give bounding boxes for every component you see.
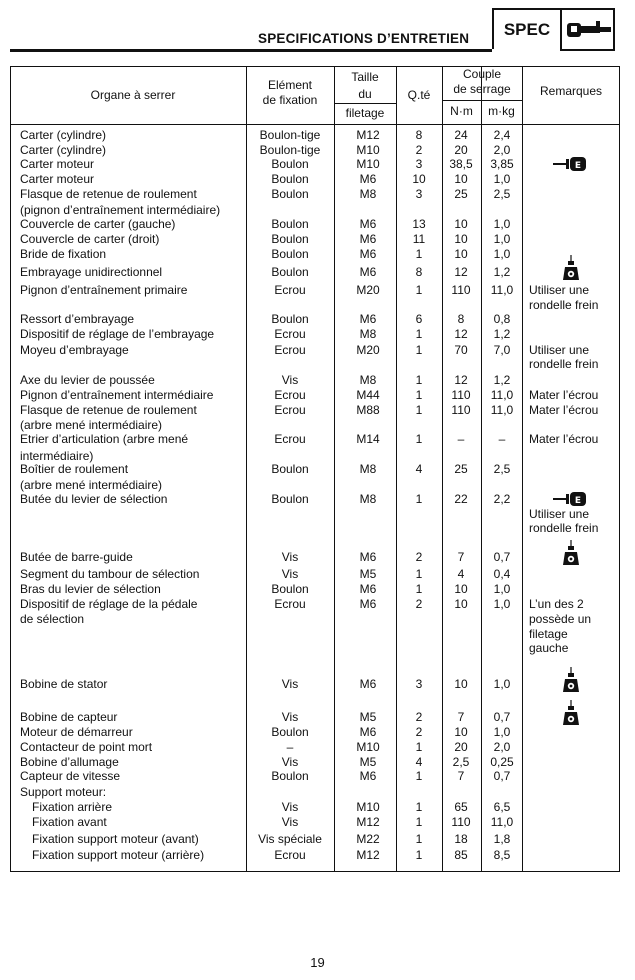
cell-fastener: Boulon bbox=[271, 312, 309, 326]
cell-nm: 10 bbox=[454, 172, 468, 186]
threadlock-bottle-icon bbox=[562, 667, 580, 697]
cell-mkg: 1,0 bbox=[493, 725, 511, 739]
cell-fastener: Boulon bbox=[271, 462, 309, 476]
cell-size: M88 bbox=[356, 403, 380, 417]
page-title: SPECIFICATIONS D’ENTRETIEN bbox=[258, 31, 470, 46]
cell-part: intermédiaire) bbox=[20, 449, 94, 463]
col-header-size-l3: filetage bbox=[345, 106, 385, 120]
cell-qty: 8 bbox=[415, 265, 423, 279]
col-header-nm: N·m bbox=[450, 104, 473, 118]
cell-size: M6 bbox=[359, 265, 377, 279]
cell-nm: 65 bbox=[454, 800, 468, 814]
cell-nm: 25 bbox=[454, 187, 468, 201]
cell-mkg: 1,0 bbox=[493, 582, 511, 596]
col-divider bbox=[246, 66, 247, 872]
cell-fastener: Boulon bbox=[271, 265, 309, 279]
cell-nm: 10 bbox=[454, 217, 468, 231]
threadlock-bottle-icon bbox=[562, 255, 580, 285]
col-header-fastener-l1: Elément bbox=[267, 78, 313, 92]
torque-subdivider bbox=[442, 100, 522, 101]
header-rule bbox=[10, 49, 492, 52]
cell-size: M8 bbox=[359, 492, 377, 506]
cell-qty: 1 bbox=[415, 403, 423, 417]
col-header-fastener-l2: de fixation bbox=[262, 93, 318, 107]
cell-size: M20 bbox=[356, 283, 380, 297]
cell-size: M5 bbox=[359, 567, 377, 581]
cell-size: M44 bbox=[356, 388, 380, 402]
cell-qty: 1 bbox=[415, 283, 423, 297]
cell-mkg: 2,2 bbox=[493, 492, 511, 506]
cell-size: M6 bbox=[359, 312, 377, 326]
cell-mkg: 1,0 bbox=[493, 247, 511, 261]
cell-nm: 10 bbox=[454, 247, 468, 261]
cell-part: Support moteur: bbox=[20, 785, 107, 799]
cell-fastener: Boulon bbox=[271, 172, 309, 186]
cell-mkg: – bbox=[498, 432, 506, 446]
cell-qty: 1 bbox=[415, 740, 423, 754]
cell-qty: 1 bbox=[415, 815, 423, 829]
cell-fastener: – bbox=[286, 740, 294, 754]
cell-size: M6 bbox=[359, 597, 377, 611]
threadlock-bottle-icon bbox=[562, 700, 580, 730]
cell-qty: 1 bbox=[415, 388, 423, 402]
cell-qty: 1 bbox=[415, 567, 423, 581]
cell-size: M8 bbox=[359, 462, 377, 476]
cell-nm: 20 bbox=[454, 143, 468, 157]
cell-part: Segment du tambour de sélection bbox=[20, 567, 200, 581]
col-header-part: Organe à serrer bbox=[90, 88, 176, 102]
cell-size: M14 bbox=[356, 432, 380, 446]
col-header-torque-l2: de serrage bbox=[453, 82, 511, 96]
cell-part: Carter (cylindre) bbox=[20, 128, 107, 142]
cell-mkg: 1,0 bbox=[493, 172, 511, 186]
page-number: 19 bbox=[310, 955, 325, 970]
cell-nm: 10 bbox=[454, 725, 468, 739]
cell-part: Pignon d’entraînement intermédiaire bbox=[20, 388, 214, 402]
cell-qty: 8 bbox=[415, 128, 423, 142]
cell-part: Dispositif de réglage de l’embrayage bbox=[20, 327, 215, 341]
cell-mkg: 11,0 bbox=[490, 403, 514, 417]
cell-mkg: 2,5 bbox=[493, 187, 511, 201]
cell-qty: 1 bbox=[415, 247, 423, 261]
cell-size: M6 bbox=[359, 232, 377, 246]
cell-fastener: Boulon bbox=[271, 725, 309, 739]
cell-mkg: 1,2 bbox=[493, 327, 511, 341]
cell-fastener: Ecrou bbox=[274, 848, 306, 862]
cell-qty: 1 bbox=[415, 582, 423, 596]
cell-fastener: Vis bbox=[281, 373, 299, 387]
cell-nm: 38,5 bbox=[449, 157, 473, 171]
cell-mkg: 2,4 bbox=[493, 128, 511, 142]
cell-nm: 110 bbox=[451, 388, 471, 402]
cell-qty: 2 bbox=[415, 725, 423, 739]
cell-remark: rondelle frein bbox=[529, 357, 599, 371]
cell-size: M6 bbox=[359, 725, 377, 739]
cell-part: Fixation support moteur (arrière) bbox=[32, 848, 205, 862]
cell-nm: 12 bbox=[454, 327, 468, 341]
cell-part: Couvercle de carter (gauche) bbox=[20, 217, 176, 231]
cell-nm: 12 bbox=[454, 265, 468, 279]
cell-qty: 1 bbox=[415, 373, 423, 387]
cell-part: (pignon d’entraînement intermédiaire) bbox=[20, 203, 221, 217]
cell-qty: 3 bbox=[415, 157, 423, 171]
cell-mkg: 0,25 bbox=[490, 755, 514, 769]
cell-fastener: Vis bbox=[281, 710, 299, 724]
cell-fastener: Ecrou bbox=[274, 283, 306, 297]
svg-text:E: E bbox=[574, 496, 582, 506]
cell-mkg: 11,0 bbox=[490, 815, 514, 829]
cell-mkg: 1,8 bbox=[493, 832, 511, 846]
col-header-size bbox=[334, 70, 396, 121]
col-header-torque bbox=[442, 67, 522, 97]
cell-qty: 3 bbox=[415, 677, 423, 691]
cell-size: M10 bbox=[356, 157, 380, 171]
cell-size: M6 bbox=[359, 172, 377, 186]
cell-fastener: Vis bbox=[281, 567, 299, 581]
cell-size: M12 bbox=[356, 128, 380, 142]
cell-remark: Utiliser une bbox=[529, 507, 590, 521]
cell-qty: 1 bbox=[415, 432, 423, 446]
cell-nm: 25 bbox=[454, 462, 468, 476]
cell-fastener: Boulon-tige bbox=[259, 128, 321, 142]
cell-fastener: Boulon bbox=[271, 187, 309, 201]
cell-size: M8 bbox=[359, 373, 377, 387]
svg-text:E: E bbox=[574, 161, 582, 171]
cell-size: M12 bbox=[356, 848, 380, 862]
cell-remark: Utiliser une bbox=[529, 343, 590, 357]
cell-nm: 22 bbox=[454, 492, 468, 506]
cell-qty: 1 bbox=[415, 327, 423, 341]
cell-nm: 110 bbox=[451, 403, 471, 417]
threadlock-bottle-icon bbox=[562, 540, 580, 570]
cell-size: M5 bbox=[359, 710, 377, 724]
cell-size: M12 bbox=[356, 815, 380, 829]
col-header-torque-l1: Couple bbox=[462, 67, 502, 81]
cell-qty: 2 bbox=[415, 143, 423, 157]
cell-nm: 7 bbox=[457, 550, 465, 564]
cell-remark: possède un bbox=[529, 612, 592, 626]
cell-part: (arbre mené intermédiaire) bbox=[20, 418, 163, 432]
cell-part: Bobine d’allumage bbox=[20, 755, 119, 769]
cell-mkg: 11,0 bbox=[490, 388, 514, 402]
cell-part: Flasque de retenue de roulement bbox=[20, 403, 197, 417]
cell-qty: 1 bbox=[415, 492, 423, 506]
cell-qty: 10 bbox=[412, 172, 426, 186]
cell-nm: 10 bbox=[454, 582, 468, 596]
cell-fastener: Vis bbox=[281, 800, 299, 814]
cell-mkg: 6,5 bbox=[493, 800, 511, 814]
cell-part: de sélection bbox=[20, 612, 85, 626]
cell-mkg: 0,7 bbox=[493, 710, 511, 724]
cell-mkg: 0,7 bbox=[493, 550, 511, 564]
cell-mkg: 2,0 bbox=[493, 740, 511, 754]
cell-size: M10 bbox=[356, 800, 380, 814]
cell-fastener: Ecrou bbox=[274, 432, 306, 446]
cell-fastener: Boulon bbox=[271, 582, 309, 596]
cell-qty: 2 bbox=[415, 710, 423, 724]
cell-part: Embrayage unidirectionnel bbox=[20, 265, 163, 279]
cell-size: M8 bbox=[359, 327, 377, 341]
cell-qty: 2 bbox=[415, 550, 423, 564]
cell-size: M20 bbox=[356, 343, 380, 357]
col-header-size-l2: du bbox=[358, 87, 372, 101]
cell-part: Fixation arrière bbox=[32, 800, 113, 814]
cell-part: Carter moteur bbox=[20, 172, 95, 186]
col-divider bbox=[522, 66, 523, 872]
cell-remark: Mater l’écrou bbox=[529, 388, 599, 402]
cell-size: M5 bbox=[359, 755, 377, 769]
cell-fastener: Ecrou bbox=[274, 388, 306, 402]
cell-size: M6 bbox=[359, 550, 377, 564]
cell-part: (arbre mené intermédiaire) bbox=[20, 478, 163, 492]
cell-nm: 4 bbox=[457, 567, 465, 581]
cell-fastener: Boulon bbox=[271, 157, 309, 171]
cell-part: Butée du levier de sélection bbox=[20, 492, 168, 506]
cell-part: Carter (cylindre) bbox=[20, 143, 107, 157]
cell-mkg: 1,0 bbox=[493, 232, 511, 246]
col-header-remarks: Remarques bbox=[539, 84, 603, 98]
cell-qty: 6 bbox=[415, 312, 423, 326]
cell-nm: 10 bbox=[454, 597, 468, 611]
cell-qty: 1 bbox=[415, 769, 423, 783]
col-header-fastener bbox=[246, 78, 334, 108]
col-divider bbox=[334, 66, 335, 872]
cell-nm: 10 bbox=[454, 677, 468, 691]
cell-fastener: Ecrou bbox=[274, 327, 306, 341]
tool-badge bbox=[560, 8, 615, 51]
cell-fastener: Vis spéciale bbox=[258, 832, 322, 846]
cell-size: M6 bbox=[359, 217, 377, 231]
cell-nm: 7 bbox=[457, 769, 465, 783]
cell-part: Boîtier de roulement bbox=[20, 462, 129, 476]
cell-nm: 85 bbox=[454, 848, 468, 862]
cell-part: Contacteur de point mort bbox=[20, 740, 153, 754]
cell-mkg: 1,0 bbox=[493, 217, 511, 231]
cell-size: M10 bbox=[356, 740, 380, 754]
cell-nm: 7 bbox=[457, 710, 465, 724]
cell-fastener: Vis bbox=[281, 677, 299, 691]
cell-part: Bras du levier de sélection bbox=[20, 582, 161, 596]
cell-part: Butée de barre-guide bbox=[20, 550, 133, 564]
cell-fastener: Boulon bbox=[271, 492, 309, 506]
cell-part: Flasque de retenue de roulement bbox=[20, 187, 197, 201]
cell-qty: 4 bbox=[415, 462, 423, 476]
cell-size: M10 bbox=[356, 143, 380, 157]
cell-part: Pignon d’entraînement primaire bbox=[20, 283, 188, 297]
cell-nm: 10 bbox=[454, 232, 468, 246]
cell-remark: L’un des 2 bbox=[529, 597, 584, 611]
cell-qty: 1 bbox=[415, 832, 423, 846]
cell-mkg: 1,0 bbox=[493, 677, 511, 691]
cell-part: Axe du levier de poussée bbox=[20, 373, 155, 387]
cell-remark: Mater l’écrou bbox=[529, 432, 599, 446]
cell-qty: 13 bbox=[412, 217, 426, 231]
header-divider bbox=[10, 124, 620, 125]
cell-remark: gauche bbox=[529, 641, 569, 655]
cell-mkg: 0,8 bbox=[493, 312, 511, 326]
cell-part: Dispositif de réglage de la pédale bbox=[20, 597, 198, 611]
cell-remark: filetage bbox=[529, 627, 568, 641]
cell-qty: 1 bbox=[415, 343, 423, 357]
cell-nm: 110 bbox=[451, 283, 471, 297]
cell-nm: 2,5 bbox=[452, 755, 470, 769]
cell-fastener: Ecrou bbox=[274, 343, 306, 357]
cell-mkg: 7,0 bbox=[493, 343, 511, 357]
cell-part: Ressort d’embrayage bbox=[20, 312, 135, 326]
cell-remark: rondelle frein bbox=[529, 521, 599, 535]
col-header-size-l1: Taille bbox=[351, 70, 379, 84]
cell-nm: 70 bbox=[454, 343, 468, 357]
cell-qty: 2 bbox=[415, 597, 423, 611]
cell-fastener: Vis bbox=[281, 550, 299, 564]
torque-wrench-icon bbox=[566, 18, 612, 42]
cell-size: M6 bbox=[359, 247, 377, 261]
cell-qty: 3 bbox=[415, 187, 423, 201]
cell-mkg: 1,2 bbox=[493, 265, 511, 279]
cell-nm: – bbox=[457, 432, 465, 446]
cell-fastener: Vis bbox=[281, 815, 299, 829]
col-header-mkg: m·kg bbox=[488, 104, 515, 118]
cell-mkg: 2,5 bbox=[493, 462, 511, 476]
cell-fastener: Ecrou bbox=[274, 597, 306, 611]
cell-part: Bride de fixation bbox=[20, 247, 107, 261]
cell-part: Bobine de stator bbox=[20, 677, 108, 691]
cell-fastener: Boulon bbox=[271, 769, 309, 783]
cell-mkg: 3,85 bbox=[490, 157, 514, 171]
cell-remark: rondelle frein bbox=[529, 298, 599, 312]
cell-nm: 8 bbox=[457, 312, 465, 326]
cell-size: M6 bbox=[359, 677, 377, 691]
cell-fastener: Vis bbox=[281, 755, 299, 769]
cell-part: Bobine de capteur bbox=[20, 710, 118, 724]
cell-mkg: 8,5 bbox=[493, 848, 511, 862]
cell-qty: 11 bbox=[412, 232, 426, 246]
cell-nm: 20 bbox=[454, 740, 468, 754]
cell-part: Moyeu d’embrayage bbox=[20, 343, 129, 357]
cell-fastener: Boulon bbox=[271, 232, 309, 246]
cell-fastener: Boulon bbox=[271, 247, 309, 261]
cell-remark: Utiliser une bbox=[529, 283, 590, 297]
cell-nm: 24 bbox=[454, 128, 468, 142]
cell-qty: 4 bbox=[415, 755, 423, 769]
cell-size: M8 bbox=[359, 187, 377, 201]
cell-size: M22 bbox=[356, 832, 380, 846]
locktite-e-icon bbox=[553, 155, 587, 177]
cell-nm: 18 bbox=[454, 832, 468, 846]
cell-mkg: 1,2 bbox=[493, 373, 511, 387]
cell-part: Fixation avant bbox=[32, 815, 107, 829]
cell-mkg: 2,0 bbox=[493, 143, 511, 157]
cell-mkg: 1,0 bbox=[493, 597, 511, 611]
cell-mkg: 0,4 bbox=[493, 567, 511, 581]
cell-fastener: Ecrou bbox=[274, 403, 306, 417]
cell-size: M6 bbox=[359, 582, 377, 596]
cell-qty: 1 bbox=[415, 848, 423, 862]
cell-fastener: Boulon-tige bbox=[259, 143, 321, 157]
cell-part: Fixation support moteur (avant) bbox=[32, 832, 199, 846]
cell-part: Carter moteur bbox=[20, 157, 95, 171]
cell-part: Capteur de vitesse bbox=[20, 769, 121, 783]
col-header-qty: Q.té bbox=[407, 88, 431, 102]
cell-size: M6 bbox=[359, 769, 377, 783]
cell-part: Etrier d’articulation (arbre mené bbox=[20, 432, 189, 446]
cell-part: Couvercle de carter (droit) bbox=[20, 232, 160, 246]
cell-nm: 110 bbox=[451, 815, 471, 829]
cell-remark: Mater l’écrou bbox=[529, 403, 599, 417]
cell-part: Moteur de démarreur bbox=[20, 725, 133, 739]
cell-mkg: 11,0 bbox=[490, 283, 514, 297]
cell-nm: 12 bbox=[454, 373, 468, 387]
cell-mkg: 0,7 bbox=[493, 769, 511, 783]
cell-fastener: Boulon bbox=[271, 217, 309, 231]
spec-badge: SPEC bbox=[492, 8, 562, 49]
cell-qty: 1 bbox=[415, 800, 423, 814]
